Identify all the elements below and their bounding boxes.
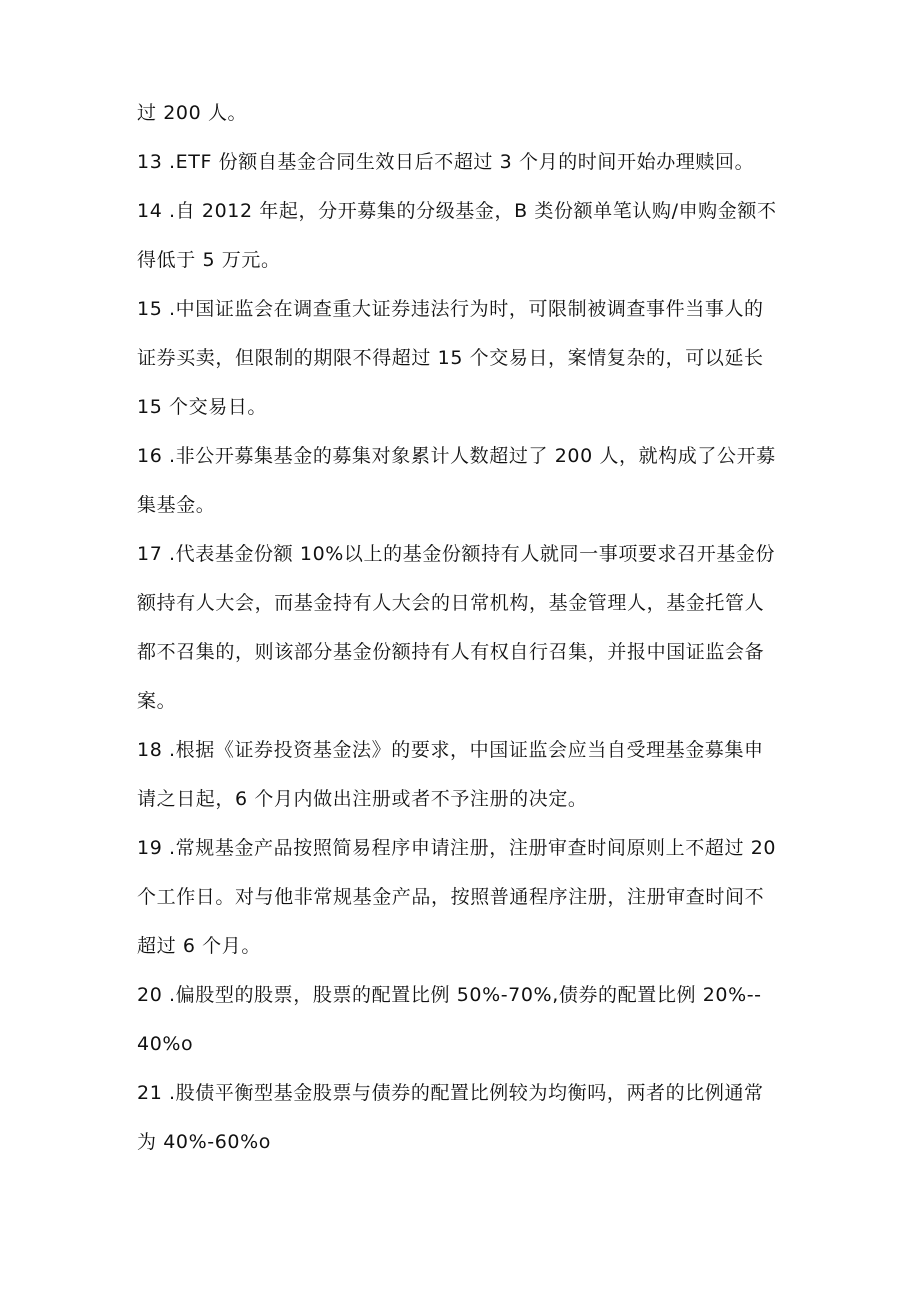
text-line: 13 .ETF 份额自基金合同生效日后不超过 3 个月的时间开始办理赎回。 [137,151,755,173]
text-line: 40%o [137,1033,194,1055]
text-line: 15 个交易日。 [137,396,268,418]
text-line: 14 .自 2012 年起，分开募集的分级基金，B 类份额单笔认购/申购金额不 [137,200,777,222]
text-line: 21 .股债平衡型基金股票与债券的配置比例较为均衡吗，两者的比例通常 [137,1082,764,1104]
text-line: 20 .偏股型的股票，股票的配置比例 50%-70%,债券的配置比例 20%-- [137,984,762,1006]
text-line: 为 40%-60%o [137,1131,271,1153]
text-line: 都不召集的，则该部分基金份额持有人有权自行召集，并报中国证监会备 [137,641,765,663]
text-line: 16 .非公开募集基金的募集对象累计人数超过了 200 人，就构成了公开募 [137,445,776,467]
text-line: 19 .常规基金产品按照简易程序申请注册，注册审查时间原则上不超过 20 [137,837,777,859]
text-line: 18 .根据《证券投资基金法》的要求，中国证监会应当自受理基金募集申 [137,739,764,761]
text-line: 超过 6 个月。 [137,935,261,957]
text-line: 请之日起，6 个月内做出注册或者不予注册的决定。 [137,788,588,810]
text-line: 个工作日。对与他非常规基金产品，按照普通程序注册，注册审查时间不 [137,886,765,908]
text-line: 集基金。 [137,494,216,516]
text-line: 得低于 5 万元。 [137,249,281,271]
text-line: 证券买卖，但限制的期限不得超过 15 个交易日，案情复杂的，可以延长 [137,347,764,369]
text-line: 15 .中国证监会在调查重大证券违法行为时，可限制被调查事件当事人的 [137,298,764,320]
text-line: 案。 [137,690,177,712]
text-line: 过 200 人。 [137,102,248,124]
text-line: 17 .代表基金份额 10%以上的基金份额持有人就同一事项要求召开基金份 [137,543,776,565]
text-line: 额持有人大会，而基金持有人大会的日常机构，基金管理人，基金托管人 [137,592,765,614]
